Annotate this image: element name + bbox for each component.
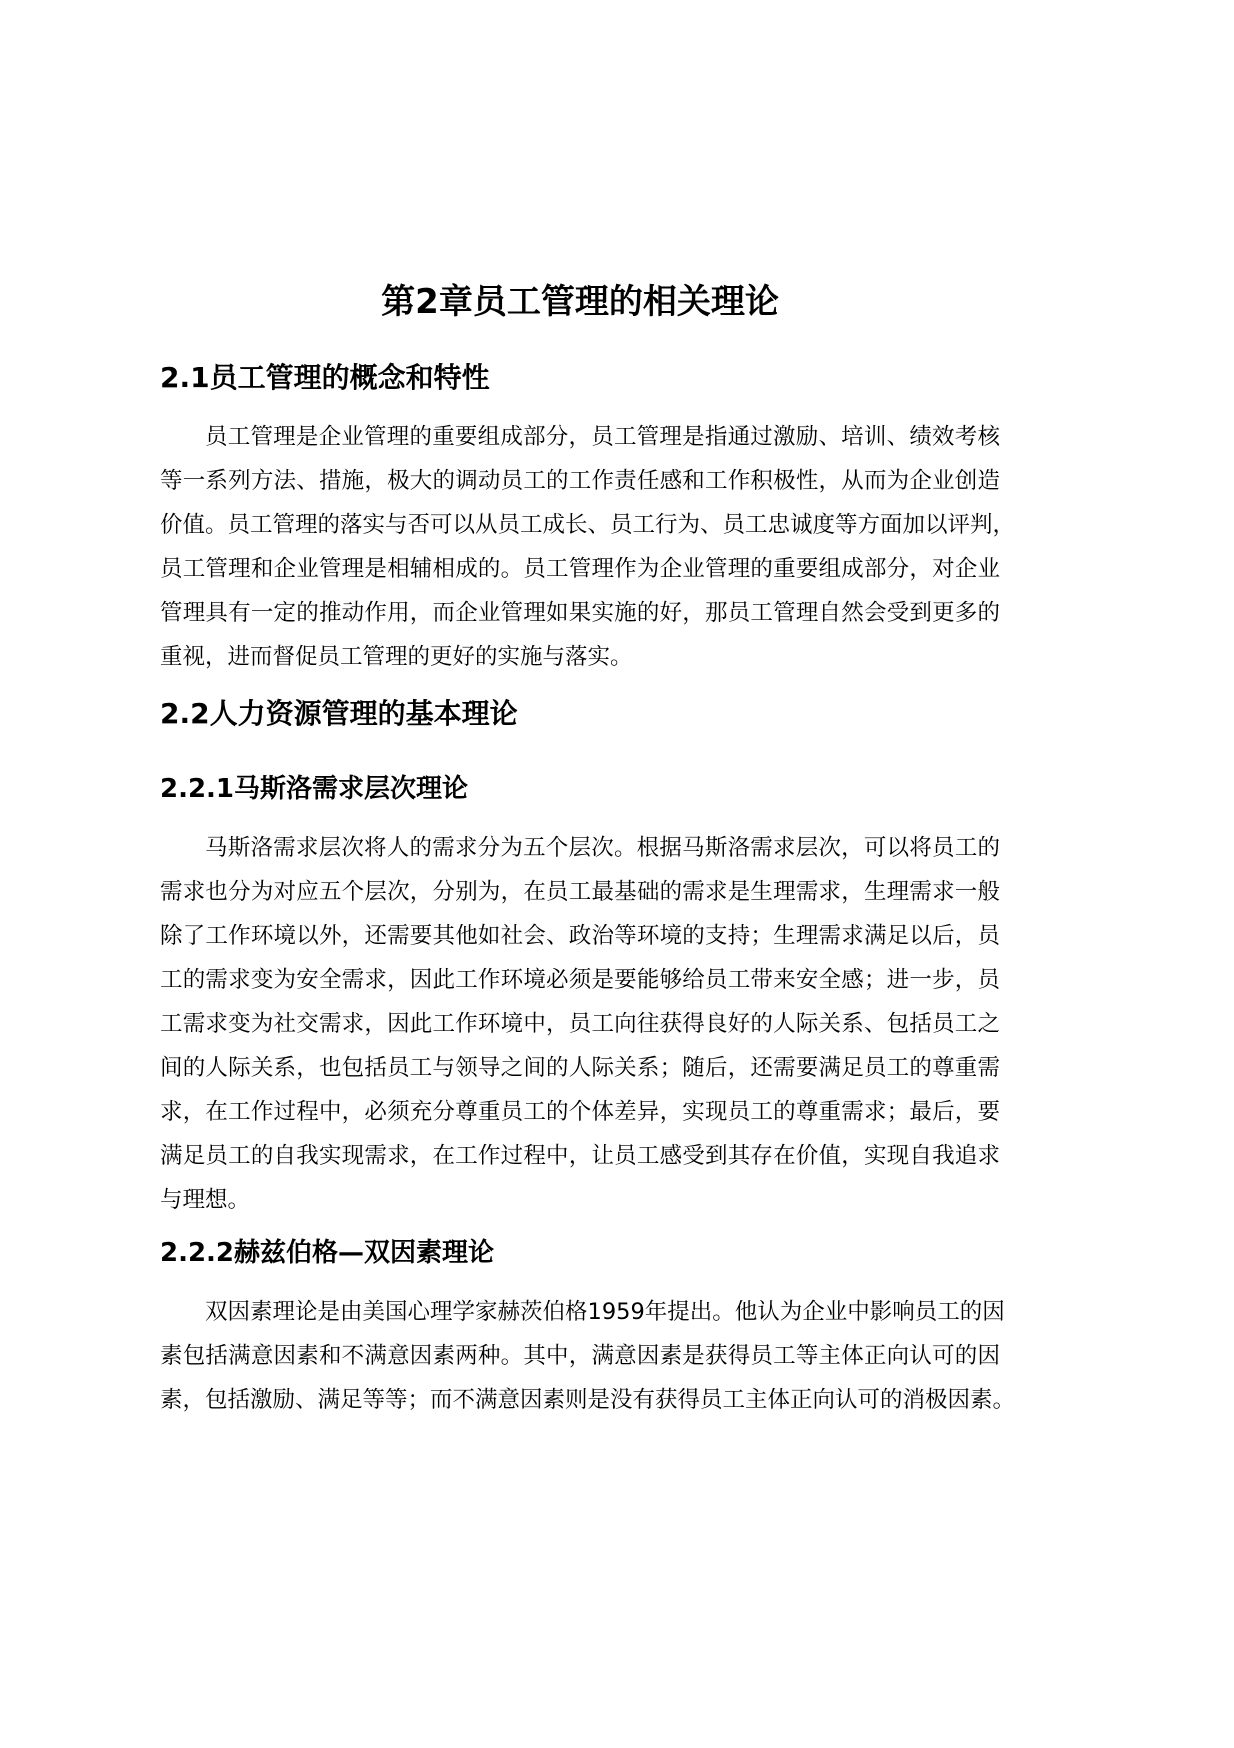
section-2-2-2-heading: 2.2.2赫兹伯格—双因素理论 [160,1238,495,1268]
section-2-1-heading: 2.1员工管理的概念和特性 [160,361,490,394]
chapter-title: 第2章员工管理的相关理论 [381,282,779,322]
text-line: 素包括满意因素和不满意因素两种。其中，满意因素是获得员工等主体正向认可的因 [160,1343,1000,1369]
section-2-1-paragraph [160,415,1016,679]
text-line: 管理具有一定的推动作用，而企业管理如果实施的好，那员工管理自然会受到更多的 [160,600,1000,626]
text-line: 重视，进而督促员工管理的更好的实施与落实。 [160,644,633,670]
text-line: 工需求变为社交需求，因此工作环境中，员工向往获得良好的人际关系、包括员工之 [160,1011,1000,1037]
text-line: 除了工作环境以外，还需要其他如社会、政治等环境的支持；生理需求满足以后，员 [160,923,1000,949]
text-line: 价值。员工管理的落实与否可以从员工成长、员工行为、员工忠诚度等方面加以评判， [160,512,1016,538]
text-line: 素，包括激励、满足等等；而不满意因素则是没有获得员工主体正向认可的消极因素。 [160,1387,1016,1413]
text-line: 员工管理是企业管理的重要组成部分，员工管理是指通过激励、培训、绩效考核 [205,424,1000,450]
section-2-2-2-paragraph [160,1290,1016,1422]
section-2-2-heading: 2.2人力资源管理的基本理论 [160,697,518,730]
text-line: 马斯洛需求层次将人的需求分为五个层次。根据马斯洛需求层次，可以将员工的 [205,835,1000,861]
text-line: 员工管理和企业管理是相辅相成的。员工管理作为企业管理的重要组成部分，对企业 [160,556,1000,582]
text-line: 工的需求变为安全需求，因此工作环境必须是要能够给员工带来安全感；进一步，员 [160,967,1000,993]
section-2-2-1-paragraph [160,826,1000,1222]
text-line: 需求也分为对应五个层次，分别为，在员工最基础的需求是生理需求，生理需求一般 [160,879,1000,905]
text-line: 等一系列方法、措施，极大的调动员工的工作责任感和工作积极性，从而为企业创造 [160,468,1000,494]
text-line: 满足员工的自我实现需求，在工作过程中，让员工感受到其存在价值，实现自我追求 [160,1143,1000,1169]
section-2-2-1-heading: 2.2.1马斯洛需求层次理论 [160,774,469,804]
text-line: 双因素理论是由美国心理学家赫茨伯格1959年提出。他认为企业中影响员工的因 [205,1299,1005,1325]
text-line: 间的人际关系，也包括员工与领导之间的人际关系；随后，还需要满足员工的尊重需 [160,1055,1000,1081]
text-line: 与理想。 [160,1187,251,1213]
text-line: 求，在工作过程中，必须充分尊重员工的个体差异，实现员工的尊重需求；最后，要 [160,1099,1000,1125]
